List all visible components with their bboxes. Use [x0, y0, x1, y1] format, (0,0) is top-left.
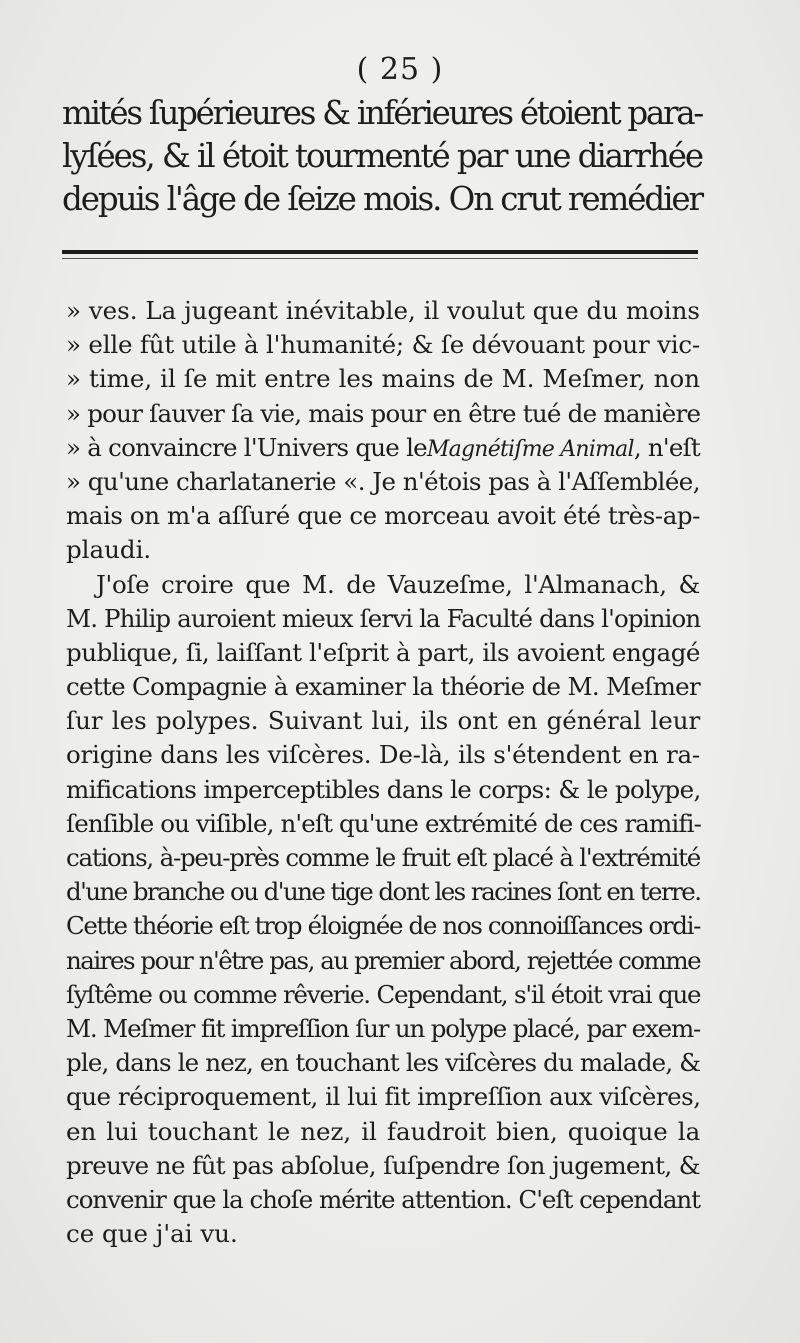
quote-line	[66, 431, 700, 465]
italic-term: Magnétiſme Animal	[426, 436, 634, 462]
quote-line: » time, il ſe mit entre les mains de M. Meſmer, non	[66, 364, 700, 394]
quote-line-end: , n'eſt	[633, 432, 700, 462]
paragraph-line: publique, ſi, laiſſant l'eſprit à part, ils avoient engagé	[66, 637, 700, 667]
footnote-body	[66, 294, 700, 1251]
header-line: lyſées, & il étoit tourmenté par une diarrhée	[62, 137, 702, 175]
paragraph-line: naires pour n'être pas, au premier abord, rejettée comme	[66, 945, 701, 975]
separator-rule-thin	[62, 258, 698, 259]
paragraph-line: Cette théorie eſt trop éloignée de nos connoiſſances ordi-	[66, 911, 700, 941]
paragraph-line: preuve ne fût pas abſolue, ſuſpendre ſon jugement, &	[66, 1150, 701, 1180]
paragraph-line: ce que j'ai vu.	[66, 1219, 238, 1249]
page-number: ( 25 )	[356, 52, 444, 87]
paragraph-line: M. Meſmer fit impreſſion ſur un polype placé, par exem-	[66, 1013, 701, 1043]
paragraph-line: mifications imperceptibles dans le corps: & le polype,	[66, 774, 701, 804]
quote-line: » qu'une charlatanerie «. Je n'étois pas à l'Aſſemblée,	[66, 466, 700, 496]
paragraph-line: ſenſible ou viſible, n'eſt qu'une extrémité de ces ramifi-	[66, 808, 701, 838]
paragraph-line: M. Philip auroient mieux ſervi la Faculté dans l'opinion	[66, 603, 701, 633]
paragraph-line: J'oſe croire que M. de Vauzeſme, l'Almanach, &	[96, 569, 700, 599]
header-line: mités ſupérieures & inférieures étoient para-	[62, 94, 702, 132]
paragraph-line: origine dans les viſcères. De-là, ils s'étendent en ra-	[66, 740, 700, 770]
paragraph-line: que réciproquement, il lui fit impreſſion aux viſcères,	[66, 1082, 701, 1112]
separator-rule	[62, 250, 698, 254]
paragraph-line: d'une branche ou d'une tige dont les racines ſont en terre.	[66, 877, 701, 907]
paragraph-line: ſur les polypes. Suivant lui, ils ont en général leur	[66, 706, 701, 736]
header-text	[62, 92, 702, 221]
quote-line: » pour ſauver ſa vie, mais pour en être tué de manière	[66, 398, 701, 428]
paragraph-line: en lui touchant le nez, il faudroit bien, quoique la	[66, 1116, 701, 1146]
header-line: depuis l'âge de ſeize mois. On crut remédier	[62, 180, 702, 218]
quote-line: » elle fût utile à l'humanité; & ſe dévouant pour vic-	[66, 330, 700, 360]
paragraph-line: ſyſtême ou comme rêverie. Cependant, s'il étoit vrai que	[66, 979, 701, 1009]
paragraph-line: ple, dans le nez, en touchant les viſcères du malade, &	[66, 1048, 701, 1078]
paragraph-line: cette Compagnie à examiner la théorie de M. Meſmer	[66, 672, 700, 702]
paragraph-line: cations, à-peu-près comme le fruit eſt placé à l'extrémité	[66, 843, 700, 872]
paragraph-line: convenir que la choſe mérite attention. C'eſt cependant	[66, 1184, 700, 1214]
quote-line: plaudi.	[66, 535, 152, 565]
quote-line: mais on m'a aſſuré que ce morceau avoit été très-ap-	[66, 501, 700, 531]
quote-line-start: » à convaincre l'Univers que le	[66, 432, 427, 462]
quote-line: » ves. La jugeant inévitable, il voulut que du moins	[66, 296, 700, 325]
